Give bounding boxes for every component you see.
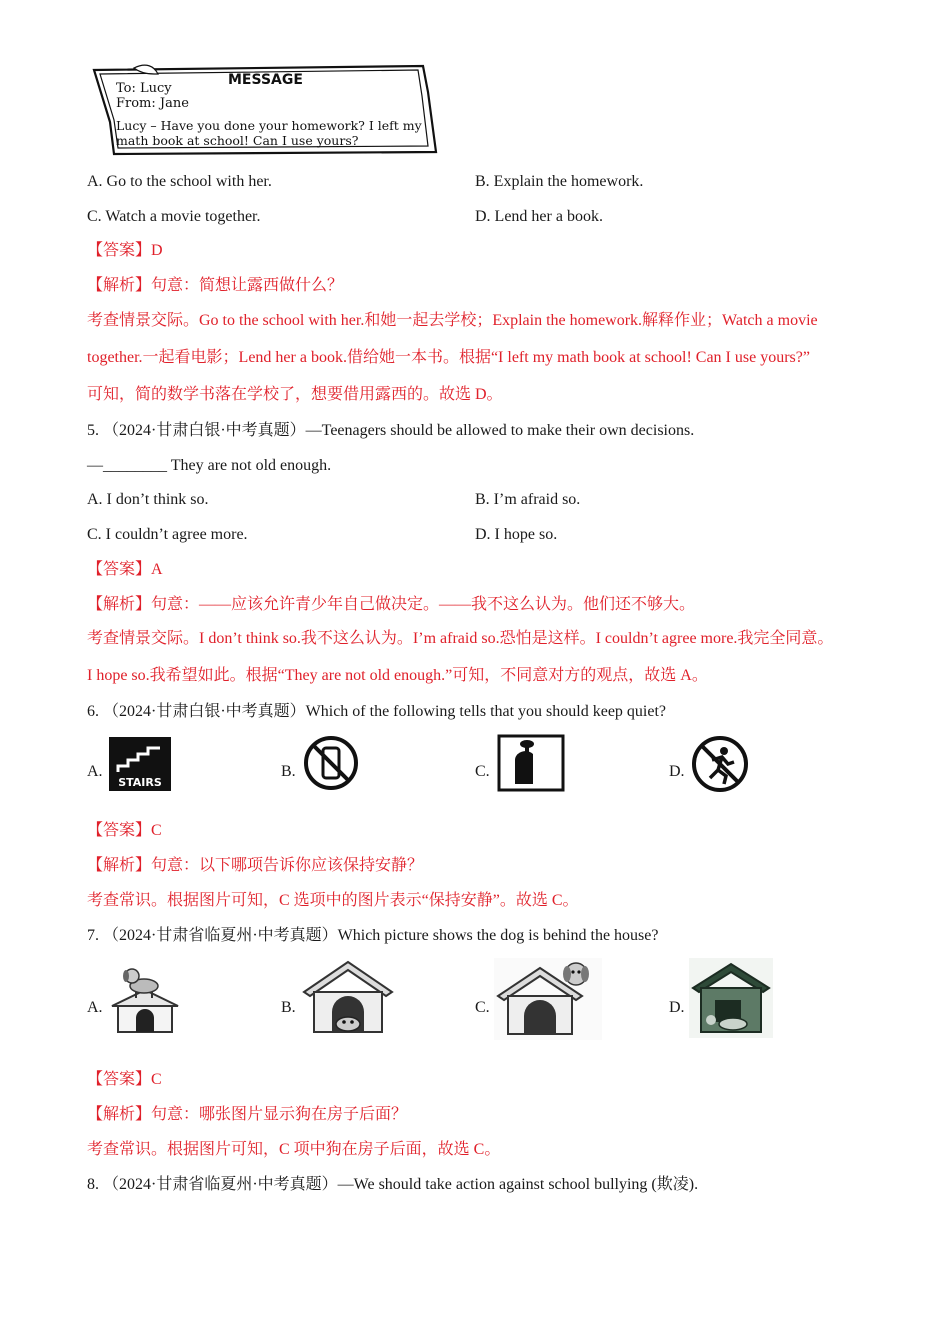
- q7-answer: 【答案】C: [87, 1071, 162, 1088]
- q4-option-d: D. Lend her a book.: [475, 208, 603, 225]
- q4-option-a: A. Go to the school with her.: [87, 173, 272, 190]
- q7-label-d: D.: [669, 999, 685, 1016]
- dog-in-house-image: [300, 958, 396, 1036]
- q6-label-b: B.: [281, 763, 296, 780]
- q6-label-d: D.: [669, 763, 685, 780]
- message-body-line2: math book at school! Can I use yours?: [116, 133, 359, 148]
- q7-stem: 7. （2024·甘肃省临夏州·中考真题）Which picture shows the dog is behind the house?: [87, 927, 659, 944]
- q5-stem-line1: 5. （2024·甘肃白银·中考真题）—Teenagers should be allowed to make their own decisions.: [87, 422, 695, 439]
- q5-option-c: C. I couldn’t agree more.: [87, 526, 248, 543]
- q8-stem: 8. （2024·甘肃省临夏州·中考真题）—We should take action against school bullying (欺凌).: [87, 1176, 699, 1193]
- q4-analysis-2: 考查情景交际。Go to the school with her.和她一起去学校；Explain the homework.解释作业；Watch a movie: [87, 312, 818, 329]
- q5-analysis-3: I hope so.我希望如此。根据“They are not old enough.”可知，不同意对方的观点，故选 A。: [87, 667, 708, 684]
- q4-analysis-1: 【解析】句意：简想让露西做什么？: [87, 277, 344, 294]
- q7-label-b: B.: [281, 999, 296, 1016]
- dog-on-house-image: [106, 966, 184, 1036]
- keep-quiet-sign-icon: [497, 734, 565, 792]
- dog-beside-house-image: [689, 958, 773, 1038]
- q7-analysis-2: 考查常识。根据图片可知，C 项中狗在房子后面，故选 C。: [87, 1141, 501, 1158]
- q7-label-c: C.: [475, 999, 490, 1016]
- q6-stem: 6. （2024·甘肃白银·中考真题）Which of the following tells that you should keep quiet?: [87, 703, 667, 720]
- q4-answer: 【答案】D: [87, 242, 163, 259]
- q5-analysis-2: 考查情景交际。I don’t think so.我不这么认为。I’m afraid so.恐怕是这样。I couldn’t agree more.我完全同意。: [87, 630, 834, 647]
- stairs-sign-icon: [108, 736, 172, 792]
- stairs-sign-text: STAIRS: [118, 776, 162, 789]
- q5-stem-line2: —________ They are not old enough.: [87, 457, 332, 474]
- q7-analysis-1: 【解析】句意：哪张图片显示狗在房子后面？: [87, 1106, 408, 1123]
- q4-analysis-3: together.一起看电影；Lend her a book.借给她一本书。根据“I left my math book at school! Can I use yours?”: [87, 349, 810, 366]
- q4-option-c: C. Watch a movie together.: [87, 208, 261, 225]
- q5-answer: 【答案】A: [87, 561, 163, 578]
- q5-option-d: D. I hope so.: [475, 526, 558, 543]
- q6-analysis-2: 考查常识。根据图片可知，C 选项中的图片表示“保持安静”。故选 C。: [87, 892, 579, 909]
- q6-label-c: C.: [475, 763, 490, 780]
- q6-label-a: A.: [87, 763, 103, 780]
- message-header: MESSAGE: [228, 72, 303, 88]
- q7-label-a: A.: [87, 999, 103, 1016]
- message-body-line1: Lucy – Have you done your homework? I left my: [116, 118, 422, 133]
- q4-analysis-4: 可知，简的数学书落在学校了，想要借用露西的。故选 D。: [87, 386, 503, 403]
- q5-option-b: B. I’m afraid so.: [475, 491, 581, 508]
- no-phone-sign-icon: [302, 734, 360, 792]
- q6-analysis-1: 【解析】句意：以下哪项告诉你应该保持安静？: [87, 857, 424, 874]
- q5-option-a: A. I don’t think so.: [87, 491, 209, 508]
- q5-analysis-1: 【解析】句意：——应该允许青少年自己做决定。——我不这么认为。他们还不够大。: [87, 596, 696, 613]
- no-running-sign-icon: [690, 734, 750, 794]
- message-note-image: [88, 62, 438, 156]
- q6-answer: 【答案】C: [87, 822, 162, 839]
- message-to: To: Lucy: [116, 81, 172, 96]
- message-from: From: Jane: [116, 96, 189, 111]
- dog-behind-house-image: [494, 958, 602, 1040]
- q4-option-b: B. Explain the homework.: [475, 173, 644, 190]
